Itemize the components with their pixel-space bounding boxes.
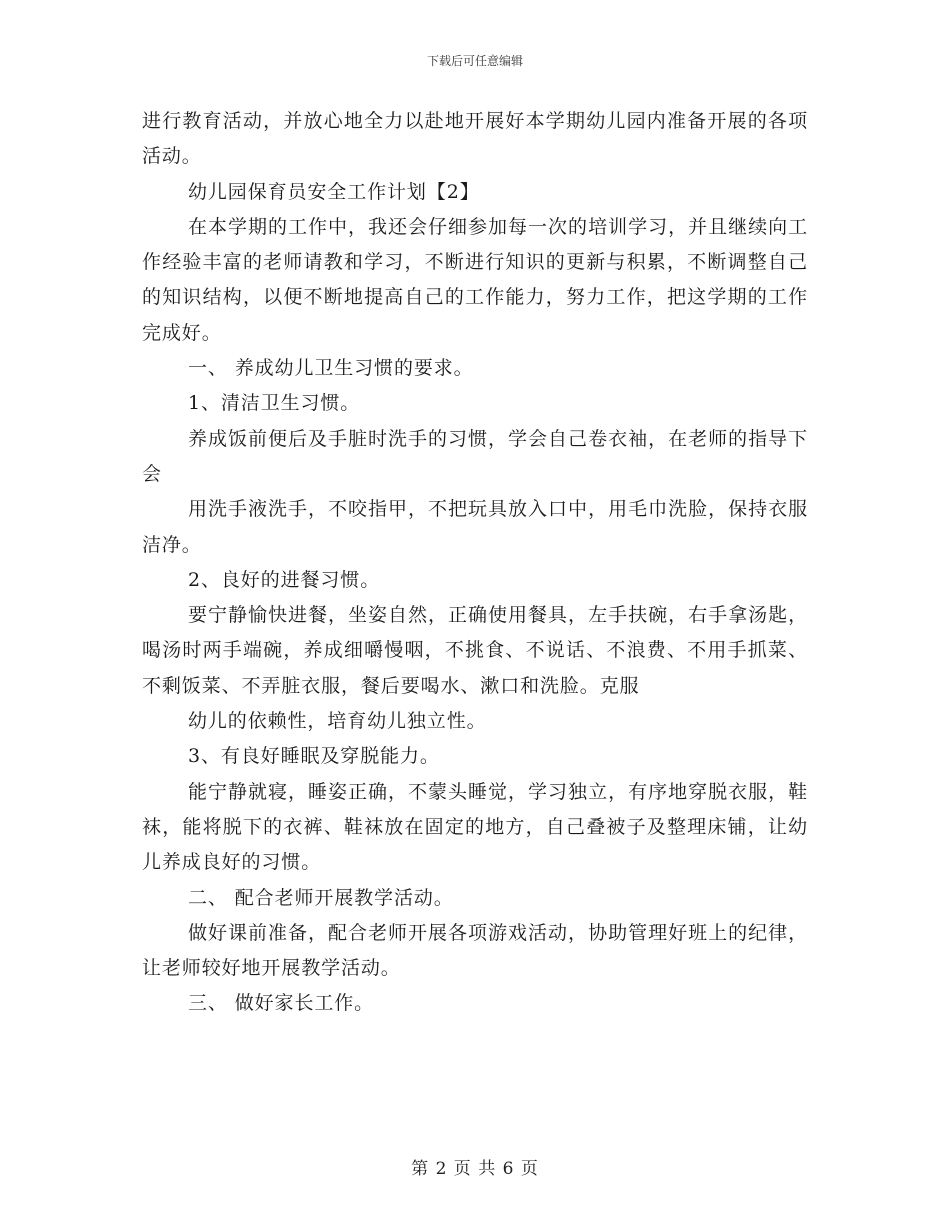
paragraph: 用洗手液洗手，不咬指甲，不把玩具放入口中，用毛巾洗脸，保持衣服洁净。	[142, 498, 808, 556]
subsection-heading: 2、良好的进餐习惯。	[188, 568, 381, 591]
page-header: 下载后可任意编辑	[426, 54, 523, 68]
paragraph: 在本学期的工作中，我还会仔细参加每一次的培训学习，并且继续向工作经验丰富的老师请教和学习，不断进行知识的更新与积累，不断调整自己的知识结构，以便不断地提高自己的工作能力，努力工作，把这学期的工作完成好。	[142, 215, 808, 344]
section-heading: 幼儿园保育员安全工作计划【2】	[188, 180, 480, 203]
paragraph: 做好课前准备，配合老师开展各项游戏活动，协助管理好班上的纪律，让老师较好地开展教学活动。	[142, 921, 808, 980]
section-heading: 三、 做好家长工作。	[188, 992, 375, 1015]
paragraph: 要宁静愉快进餐，坐姿自然，正确使用餐具，左手扶碗，右手拿汤匙，喝汤时两手端碗，养成细嚼慢咽，不挑食、不说话、不浪费、不用手抓菜、不剩饭菜、不弄脏衣服，餐后要喝水、漱口和洗脸。克服	[142, 604, 808, 697]
document-body	[142, 104, 808, 1022]
subsection-heading: 1、清洁卫生习惯。	[188, 392, 361, 415]
page-footer: 第 2 页 共 6 页	[411, 1159, 539, 1179]
paragraph: 能宁静就寝，睡姿正确，不蒙头睡觉，学习独立，有序地穿脱衣服，鞋袜，能将脱下的衣裤、鞋袜放在固定的地方，自己叠被子及整理床铺，让幼儿养成良好的习惯。	[142, 780, 808, 874]
section-heading: 一、 养成幼儿卫生习惯的要求。	[188, 357, 474, 380]
paragraph: 幼儿的依赖性，培育幼儿独立性。	[188, 710, 487, 733]
paragraph: 养成饭前便后及手脏时洗手的习惯，学会自己卷衣袖，在老师的指导下会	[142, 427, 808, 485]
section-heading: 二、 配合老师开展教学活动。	[188, 886, 454, 909]
subsection-heading: 3、有良好睡眠及穿脱能力。	[188, 745, 440, 768]
paragraph: 进行教育活动，并放心地全力以赴地开展好本学期幼儿园内准备开展的各项活动。	[142, 110, 808, 168]
